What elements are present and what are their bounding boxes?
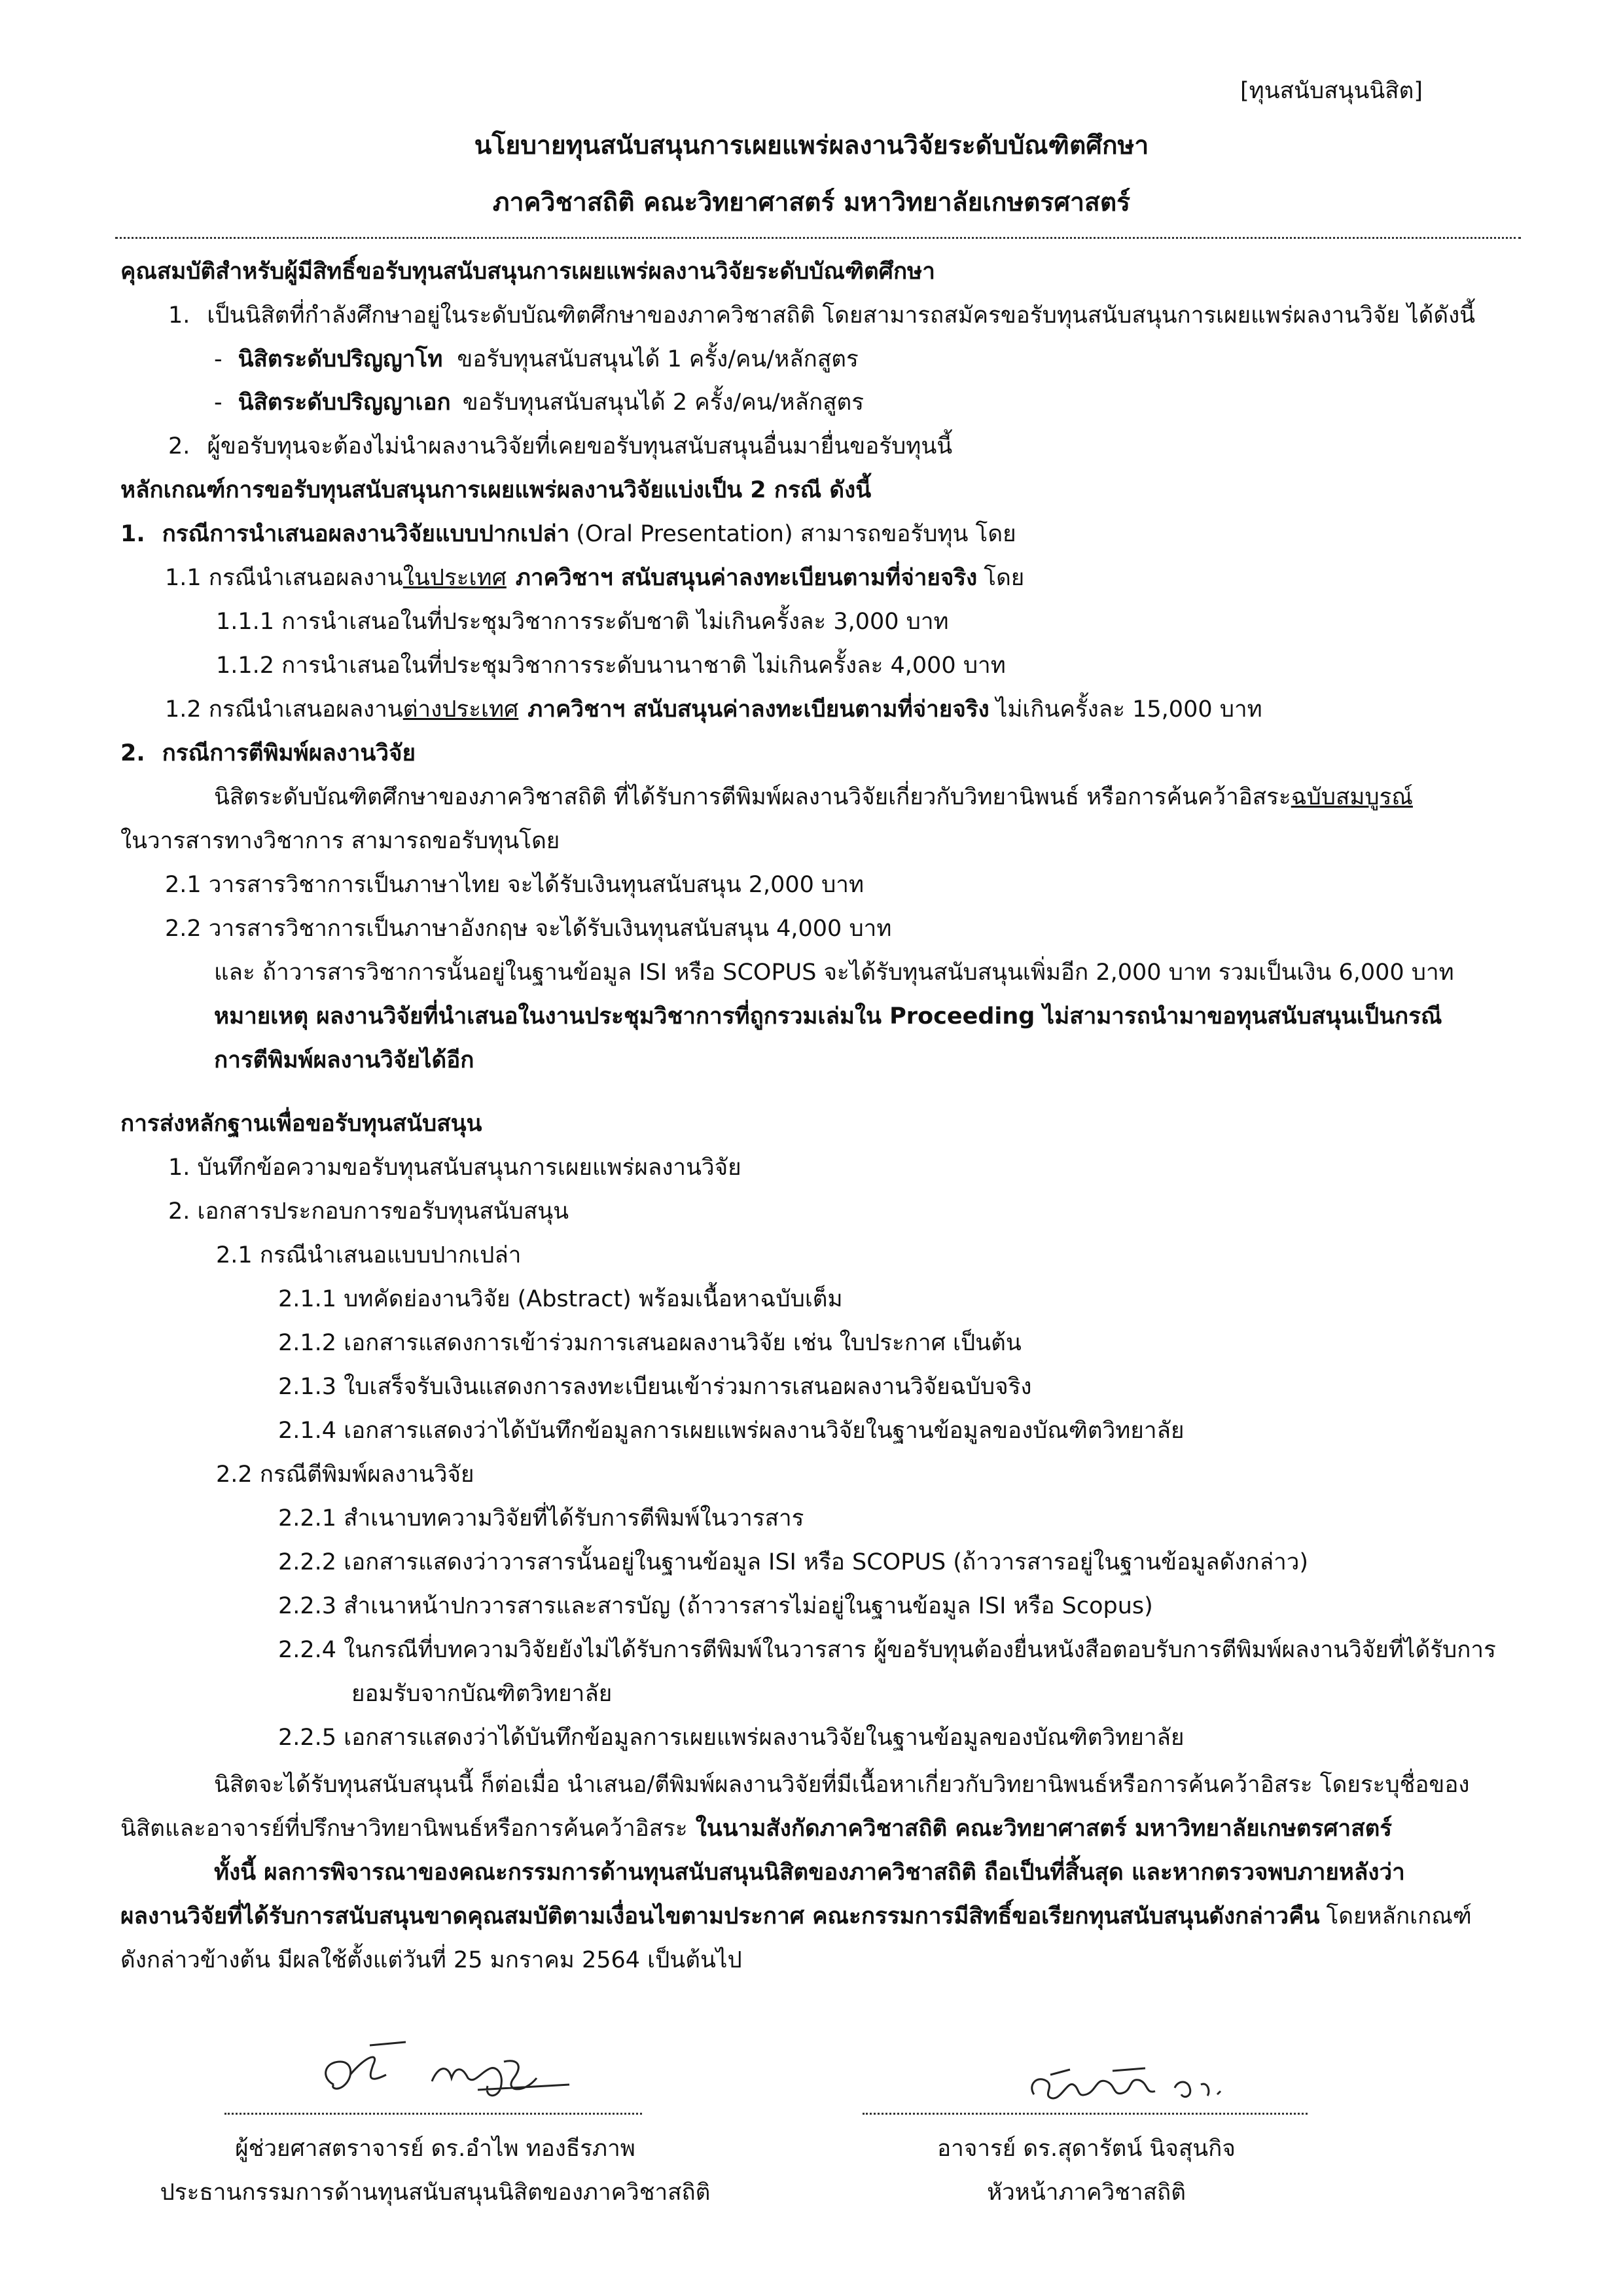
text-plain: นิสิตและอาจารย์ที่ปรึกษาวิทยานิพนธ์หรือการค้นคว้าอิสระ — [120, 1816, 688, 1842]
signer-right-position: หัวหน้าภาควิชาสถิติ — [987, 2179, 1186, 2206]
sub-post: ไม่เกินครั้งละ 15,000 บาท — [995, 696, 1262, 723]
item-text: ผู้ขอรับทุนจะต้องไม่นำผลงานวิจัยที่เคยขอรับทุนสนับสนุนอื่นมายื่นขอรับทุนนี้ — [207, 433, 953, 459]
document-item-2-2-4-cont: ยอมรับจากบัณฑิตวิทยาลัย — [351, 1681, 613, 1707]
document-item-2-1-3: 2.1.3 ใบเสร็จรับเงินแสดงการลงทะเบียนเข้าร่วมการเสนอผลงานวิจัยฉบับจริง — [278, 1374, 1032, 1400]
qualification-item-2 — [168, 431, 952, 461]
doctoral-quota: ขอรับทุนสนับสนุนได้ 2 ครั้ง/คน/หลักสูตร — [462, 389, 865, 416]
signer-left-name: ผู้ช่วยศาสตราจารย์ ดร.อำไพ ทองธีรภาพ — [235, 2136, 635, 2162]
support-text: ภาควิชาฯ สนับสนุนค่าลงทะเบียนตามที่จ่ายจริง — [515, 565, 978, 591]
sub-post: โดย — [984, 565, 1025, 591]
document-item-2-1: 2.1 กรณีนำเสนอแบบปากเปล่า — [216, 1242, 522, 1268]
document-item-2-2-4: 2.2.4 ในกรณีที่บทความวิจัยยังไม่ได้รับการตีพิมพ์ในวารสาร ผู้ขอรับทุนต้องยื่นหนังสือตอบรับการตีพิมพ์ผลงานวิจัยที่ได้รับการ — [278, 1637, 1496, 1663]
closing-paragraph-2a: ทั้งนี้ ผลการพิจารณาของคณะกรรมการด้านทุนสนับสนุนนิสิตของภาควิชาสถิติ ถือเป็นที่สิ้นสุด และหากตรวจพบภายหลังว่า — [214, 1859, 1405, 1886]
master-degree-line — [214, 344, 859, 374]
note-line-2: การตีพิมพ์ผลงานวิจัยได้อีก — [214, 1047, 474, 1073]
complete-version-label: ฉบับสมบูรณ์ — [1291, 784, 1413, 810]
document-item-2-1-1: 2.1.1 บทคัดย่องานวิจัย (Abstract) พร้อมเนื้อหาฉบับเต็ม — [278, 1286, 843, 1312]
signature-line-right — [863, 2113, 1308, 2115]
criteria-heading: หลักเกณฑ์การขอรับทุนสนับสนุนการเผยแพร่ผลงานวิจัยแบ่งเป็น 2 กรณี ดังนี้ — [120, 477, 872, 503]
doctoral-degree-line — [214, 387, 864, 418]
document-subtitle: ภาควิชาสถิติ คณะวิทยาศาสตร์ มหาวิทยาลัยเกษตรศาสตร์ — [492, 188, 1131, 217]
signer-left-position: ประธานกรรมการด้านทุนสนับสนุนนิสิตของภาควิชาสถิติ — [160, 2179, 711, 2206]
item-text: เป็นนิสิตที่กำลังศึกษาอยู่ในระดับบัณฑิตศึกษาของภาควิชาสถิติ โดยสามารถสมัครขอรับทุนสนับสนุนการเผยแพร่ผลงานวิจัย ได้ดังนี้ — [207, 302, 1476, 329]
document-item-2-2-2: 2.2.2 เอกสารแสดงว่าวารสารนั้นอยู่ในฐานข้อมูล ISI หรือ SCOPUS (ถ้าวารสารอยู่ในฐานข้อมูลดังกล่าว) — [278, 1549, 1309, 1575]
support-text: ภาควิชาฯ สนับสนุนค่าลงทะเบียนตามที่จ่ายจริง — [527, 696, 990, 723]
domestic-label: ในประเทศ — [402, 565, 507, 591]
doctoral-label: นิสิตระดับปริญญาเอก — [238, 389, 451, 416]
closing-paragraph-1b — [120, 1814, 1392, 1844]
title-separator — [115, 237, 1521, 239]
document-item-2-2: 2.2 กรณีตีพิมพ์ผลงานวิจัย — [216, 1462, 474, 1488]
document-title: นโยบายทุนสนับสนุนการเผยแพร่ผลงานวิจัยระดับบัณฑิตศึกษา — [474, 131, 1149, 160]
closing-paragraph-2c: ดังกล่าวข้างต้น มีผลใช้ตั้งแต่วันที่ 25 มกราคม 2564 เป็นต้นไป — [120, 1947, 742, 1973]
qualification-item-1 — [168, 300, 1475, 331]
document-item-2-2-3: 2.2.3 สำเนาหน้าปกวารสารและสารบัญ (ถ้าวารสารไม่อยู่ในฐานข้อมูล ISI หรือ Scopus) — [278, 1593, 1153, 1619]
case-title: กรณีการตีพิมพ์ผลงานวิจัย — [162, 740, 416, 766]
dash: - — [214, 346, 223, 372]
master-label: นิสิตระดับปริญญาโท — [238, 346, 443, 372]
criteria-1-1-2: 1.1.2 การนำเสนอในที่ประชุมวิชาการระดับนานาชาติ ไม่เกินครั้งละ 4,000 บาท — [216, 653, 1006, 679]
closing-paragraph-1a: นิสิตจะได้รับทุนสนับสนุนนี้ ก็ต่อเมื่อ นำเสนอ/ตีพิมพ์ผลงานวิจัยที่มีเนื้อหาเกี่ยวกับวิทยานิพนธ์หรือการค้นคว้าอิสระ โดยระบุชื่อของ — [214, 1772, 1470, 1798]
dash: - — [214, 389, 223, 416]
master-quota: ขอรับทุนสนับสนุนได้ 1 ครั้ง/คน/หลักสูตร — [457, 346, 859, 372]
criteria-case-2 — [120, 738, 416, 768]
text-bold: ในนามสังกัดภาควิชาสถิติ คณะวิทยาศาสตร์ มหาวิทยาลัยเกษตรศาสตร์ — [695, 1816, 1393, 1842]
paragraph-text: นิสิตระดับบัณฑิตศึกษาของภาควิชาสถิติ ที่ได้รับการตีพิมพ์ผลงานวิจัยเกี่ยวกับวิทยานิพนธ์ หรือการค้นคว้าอิสระ — [214, 784, 1291, 810]
signature-image-left — [308, 2039, 582, 2111]
sub-pre: 1.1 กรณีนำเสนอผลงาน — [165, 565, 403, 591]
document-item-1: 1. บันทึกข้อความขอรับทุนสนับสนุนการเผยแพร่ผลงานวิจัย — [168, 1155, 741, 1181]
criteria-case-1 — [120, 519, 1016, 549]
sub-pre: 1.2 กรณีนำเสนอผลงาน — [165, 696, 403, 723]
criteria-2-2: 2.2 วารสารวิชาการเป็นภาษาอังกฤษ จะได้รับเงินทุนสนับสนุน 4,000 บาท — [165, 916, 892, 942]
case-number: 2. — [120, 740, 145, 766]
signature-image-right — [1021, 2055, 1243, 2114]
abroad-label: ต่างประเทศ — [402, 696, 519, 723]
item-number: 2. — [168, 433, 190, 459]
signer-right-name: อาจารย์ ดร.สุดารัตน์ นิจสุนกิจ — [937, 2136, 1236, 2162]
criteria-1-1 — [165, 563, 1024, 593]
documents-heading: การส่งหลักฐานเพื่อขอรับทุนสนับสนุน — [120, 1111, 482, 1137]
criteria-2-paragraph-1 — [214, 782, 1413, 812]
closing-paragraph-2b — [120, 1901, 1472, 1931]
document-item-2-1-4: 2.1.4 เอกสารแสดงว่าได้บันทึกข้อมูลการเผยแพร่ผลงานวิจัยในฐานข้อมูลของบัณฑิตวิทยาลัย — [278, 1418, 1185, 1444]
criteria-1-1-1: 1.1.1 การนำเสนอในที่ประชุมวิชาการระดับชาติ ไม่เกินครั้งละ 3,000 บาท — [216, 609, 949, 635]
document-tag: [ทุนสนับสนุนนิสิต] — [1240, 78, 1423, 104]
criteria-2-paragraph-2: ในวารสารทางวิชาการ สามารถขอรับทุนโดย — [120, 828, 560, 854]
qualification-heading: คุณสมบัติสำหรับผู้มีสิทธิ์ขอรับทุนสนับสนุนการเผยแพร่ผลงานวิจัยระดับบัณฑิตศึกษา — [120, 259, 935, 285]
case-number: 1. — [120, 521, 145, 547]
criteria-1-2 — [165, 694, 1262, 725]
item-number: 1. — [168, 302, 190, 329]
text-bold: ผลงานวิจัยที่ได้รับการสนับสนุนขาดคุณสมบัติตามเงื่อนไขตามประกาศ คณะกรรมการมีสิทธิ์ขอเรียกทุนสนับสนุนดังกล่าวคืน — [120, 1903, 1320, 1929]
case-title: กรณีการนำเสนอผลงานวิจัยแบบปากเปล่า — [162, 521, 570, 547]
criteria-2-1: 2.1 วารสารวิชาการเป็นภาษาไทย จะได้รับเงินทุนสนับสนุน 2,000 บาท — [165, 872, 865, 898]
case-rest: (Oral Presentation) สามารถขอรับทุน โดย — [576, 521, 1016, 547]
criteria-2-2-addition: และ ถ้าวารสารวิชาการนั้นอยู่ในฐานข้อมูล ISI หรือ SCOPUS จะได้รับทุนสนับสนุนเพิ่มอีก 2,000 บาท รวมเป็นเงิน 6,000 บาท — [214, 960, 1454, 986]
document-item-2-2-5: 2.2.5 เอกสารแสดงว่าได้บันทึกข้อมูลการเผยแพร่ผลงานวิจัยในฐานข้อมูลของบัณฑิตวิทยาลัย — [278, 1725, 1185, 1751]
signature-line-left — [224, 2113, 642, 2115]
document-item-2: 2. เอกสารประกอบการขอรับทุนสนับสนุน — [168, 1198, 569, 1225]
note-line-1: หมายเหตุ ผลงานวิจัยที่นำเสนอในงานประชุมวิชาการที่ถูกรวมเล่มใน Proceeding ไม่สามารถนำมาขอทุนสนับสนุนเป็นกรณี — [214, 1003, 1442, 1030]
document-item-2-2-1: 2.2.1 สำเนาบทความวิจัยที่ได้รับการตีพิมพ์ในวารสาร — [278, 1505, 804, 1532]
document-item-2-1-2: 2.1.2 เอกสารแสดงการเข้าร่วมการเสนอผลงานวิจัย เช่น ใบประกาศ เป็นต้น — [278, 1330, 1022, 1356]
text-plain: โดยหลักเกณฑ์ — [1326, 1903, 1472, 1929]
